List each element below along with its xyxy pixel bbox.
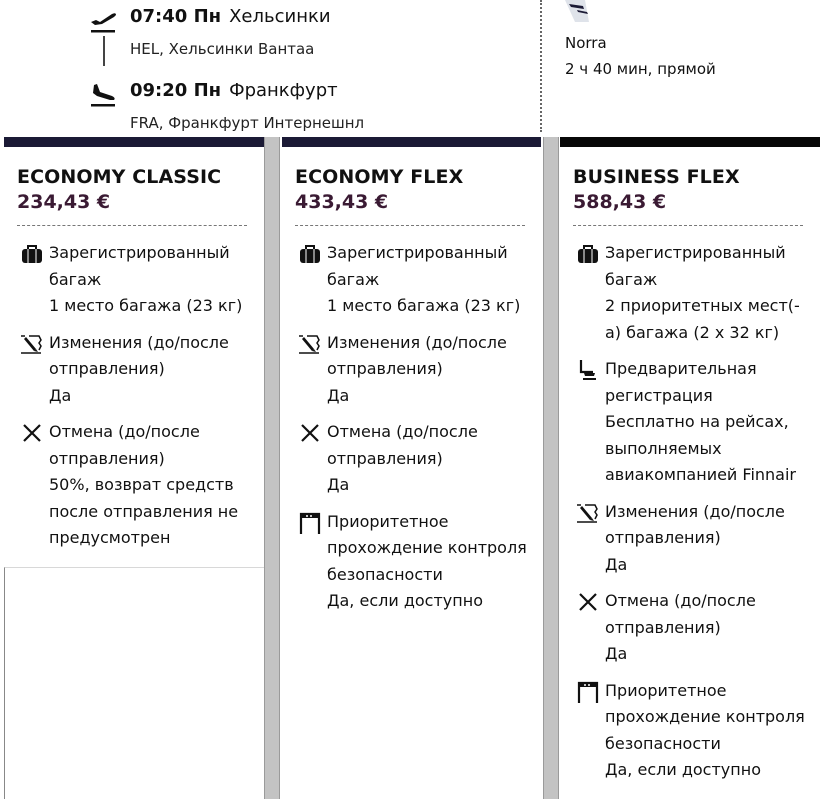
fare-feature	[295, 240, 527, 320]
fare-card-economy-flex[interactable]	[282, 137, 541, 799]
airline-name: Norra	[565, 34, 607, 52]
feature-title: Отмена (до/после отправления)	[49, 422, 200, 468]
fare-feature	[295, 419, 527, 499]
edit-ticket-icon	[577, 502, 599, 524]
feature-title: Предварительная регистрация	[605, 359, 757, 405]
route-connector-line	[103, 36, 105, 66]
column-separator	[543, 137, 559, 799]
feature-title: Зарегистрированный багаж	[605, 243, 786, 289]
fare-card-content	[573, 165, 805, 794]
feature-title: Приоритетное прохождение контроля безопасности	[327, 511, 527, 584]
edit-ticket-icon	[21, 333, 43, 355]
fare-price: 588,43 €	[573, 191, 667, 213]
fare-name: BUSINESS FLEX	[573, 166, 740, 188]
fare-feature	[295, 330, 527, 410]
feature-value: Да, если доступно	[605, 760, 761, 779]
baggage-icon	[577, 243, 599, 265]
dashed-divider	[17, 225, 247, 226]
fare-feature-list	[17, 240, 249, 552]
flight-duration: 2 ч 40 мин, прямой	[565, 60, 716, 78]
feature-title: Приоритетное прохождение контроля безопасности	[605, 680, 805, 753]
departure-city: Хельсинки	[229, 6, 331, 27]
feature-value: 1 место багажа (23 кг)	[327, 296, 521, 315]
tail-logo-icon	[565, 0, 609, 22]
feature-title: Зарегистрированный багаж	[49, 243, 230, 289]
feature-value: Да	[605, 554, 628, 574]
fare-card-topbar	[4, 137, 264, 147]
edit-ticket-icon	[299, 333, 321, 355]
fare-feature	[573, 356, 805, 489]
takeoff-icon	[88, 8, 118, 34]
dashed-divider	[295, 225, 525, 226]
fare-feature	[17, 419, 249, 552]
fare-card-topbar	[282, 137, 541, 147]
feature-title: Изменения (до/после отправления)	[327, 332, 507, 378]
fare-feature-list	[573, 240, 805, 784]
fare-feature	[17, 240, 249, 320]
security-gate-icon	[577, 681, 599, 703]
feature-value: Да	[605, 644, 628, 663]
baggage-icon	[21, 243, 43, 265]
fare-feature	[573, 499, 805, 579]
fare-card-content	[295, 165, 527, 625]
feature-title: Отмена (до/после отправления)	[605, 591, 756, 637]
feature-value: Бесплатно на рейсах, выполняемых авиакомпанией Finnair	[605, 412, 797, 484]
flight-summary	[0, 0, 820, 136]
column-separator	[264, 137, 280, 799]
fare-price: 433,43 €	[295, 191, 389, 213]
fare-feature	[295, 509, 527, 615]
departure-airport: HEL, Хельсинки Вантаа	[130, 40, 315, 58]
feature-value: Да	[327, 385, 350, 405]
fare-card-content	[17, 165, 249, 562]
seat-icon	[577, 359, 599, 381]
feature-title: Изменения (до/после отправления)	[605, 501, 785, 547]
cancel-icon	[21, 422, 43, 444]
feature-value: 1 место багажа (23 кг)	[49, 296, 243, 315]
feature-value: Да	[327, 475, 350, 494]
fare-card-business-flex[interactable]	[560, 137, 820, 799]
empty-panel	[4, 567, 264, 799]
feature-title: Зарегистрированный багаж	[327, 243, 508, 289]
fare-name: ECONOMY CLASSIC	[17, 166, 222, 188]
fare-feature	[573, 240, 805, 346]
fare-comparison	[0, 137, 820, 799]
fare-price: 234,43 €	[17, 191, 111, 213]
arrival-airport: FRA, Франкфурт Интернешнл	[130, 114, 365, 132]
fare-feature	[573, 588, 805, 668]
feature-title: Отмена (до/после отправления)	[327, 422, 478, 468]
dotted-divider	[540, 0, 542, 132]
fare-feature-list	[295, 240, 527, 615]
feature-value: 50%, возврат средств после отправления не предусмотрен	[49, 475, 239, 547]
feature-value: Да	[49, 385, 72, 405]
cancel-icon	[299, 422, 321, 444]
security-gate-icon	[299, 512, 321, 534]
feature-value: 2 приоритетных мест(-а) багажа (2 x 32 кг)	[605, 296, 800, 342]
fare-card-topbar	[560, 137, 820, 147]
fare-feature	[573, 678, 805, 784]
arrival-time-line	[130, 80, 338, 101]
cancel-icon	[577, 591, 599, 613]
landing-icon	[88, 82, 118, 108]
fare-feature	[17, 330, 249, 410]
baggage-icon	[299, 243, 321, 265]
arrival-time: 09:20 Пн	[130, 80, 222, 101]
arrival-city: Франкфурт	[229, 80, 338, 101]
departure-time-line	[130, 6, 331, 27]
feature-value: Да, если доступно	[327, 591, 483, 610]
feature-title: Изменения (до/после отправления)	[49, 332, 229, 378]
departure-time: 07:40 Пн	[130, 6, 222, 27]
fare-card-economy-classic[interactable]	[4, 137, 264, 567]
fare-name: ECONOMY FLEX	[295, 166, 464, 188]
dashed-divider	[573, 225, 803, 226]
